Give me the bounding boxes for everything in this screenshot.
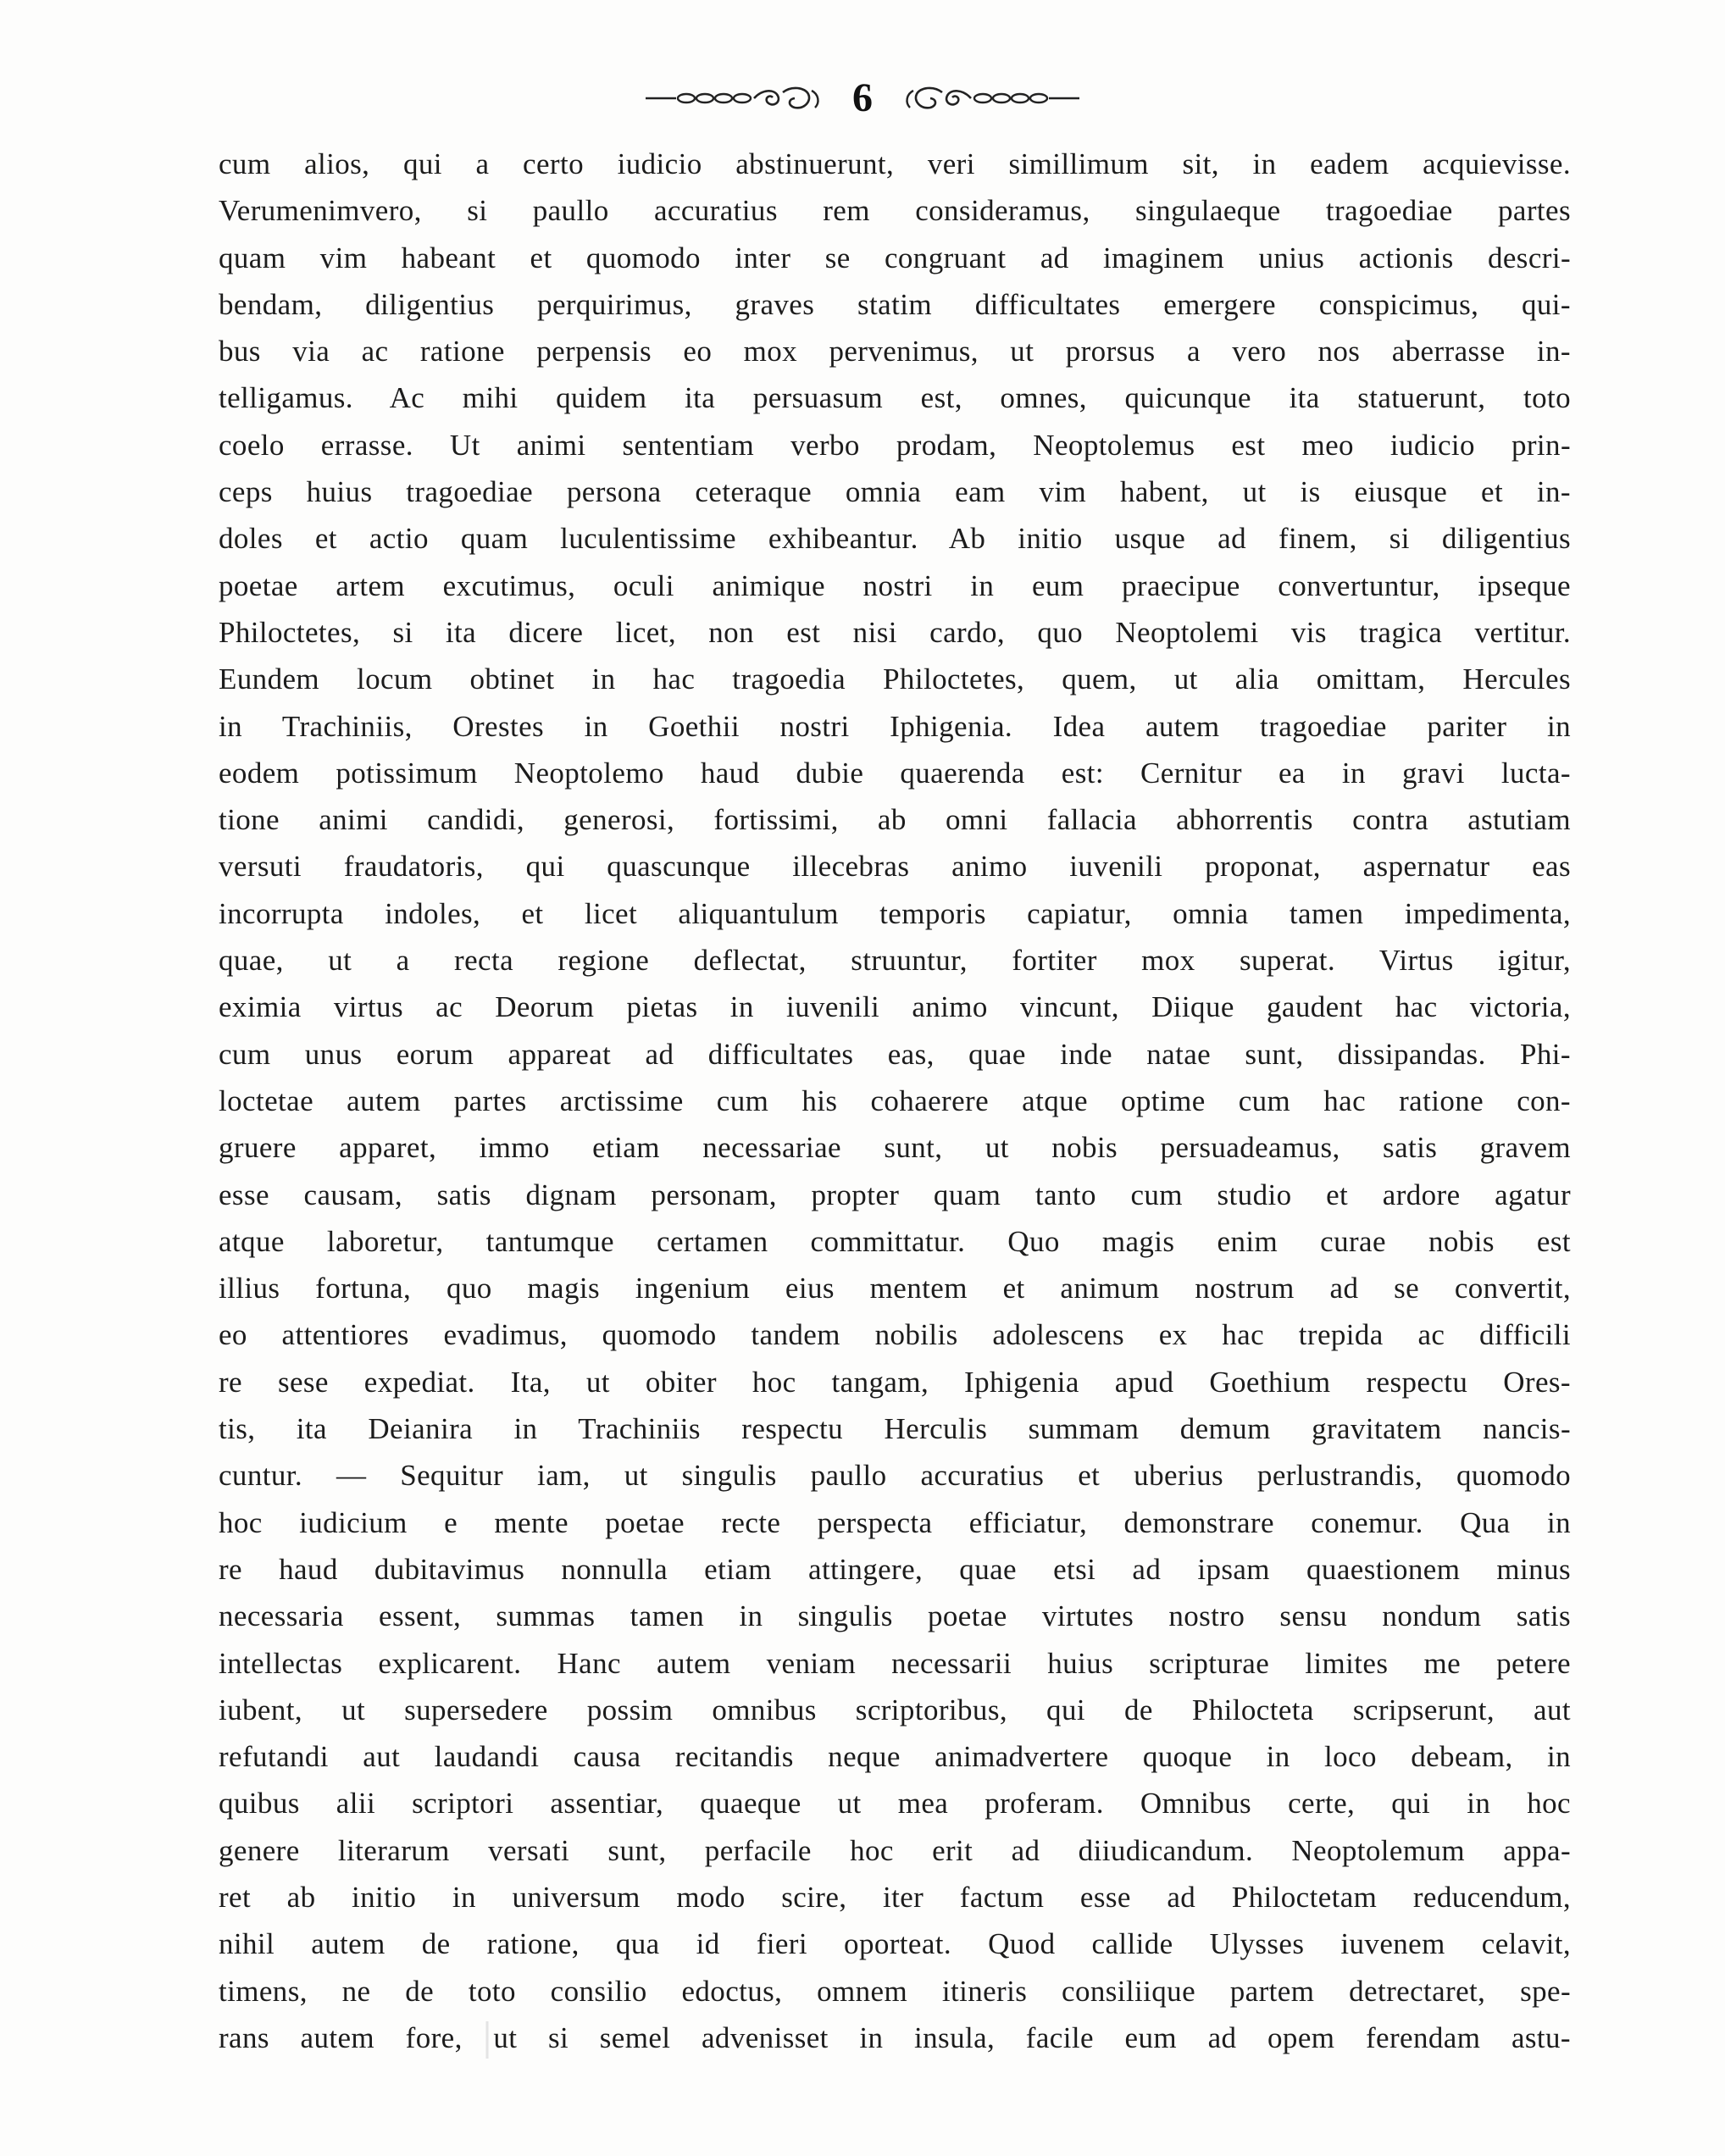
text-line: refutandi aut laudandi causa recitandis neque animadvertere quoque in loco debeam, in bbox=[219, 1740, 1571, 1774]
text-line: in Trachiniis, Orestes in Goethii nostri Iphigenia. Idea autem tragoediae pariter in bbox=[219, 709, 1571, 743]
left-flourish-ornament bbox=[642, 84, 829, 113]
text-line: Eundem locum obtinet in hac tragoedia Philoctetes, quem, ut alia omittam, Hercules bbox=[219, 662, 1571, 696]
text-line: telligamus. Ac mihi quidem ita persuasum est, omnes, quicunque ita statuerunt, toto bbox=[219, 381, 1571, 415]
text-line: cuntur. — Sequitur iam, ut singulis paullo accuratius et uberius perlustrandis, quomodo bbox=[219, 1459, 1571, 1493]
right-flourish-ornament bbox=[896, 84, 1083, 113]
text-line: eximia virtus ac Deorum pietas in iuvenili animo vincunt, Diique gaudent hac victoria, bbox=[219, 990, 1571, 1024]
text-line: eo attentiores evadimus, quomodo tandem nobilis adolescens ex hac trepida ac difficili bbox=[219, 1318, 1571, 1352]
text-line: re haud dubitavimus nonnulla etiam attingere, quae etsi ad ipsam quaestionem minus bbox=[219, 1552, 1571, 1586]
text-line: necessaria essent, summas tamen in singulis poetae virtutes nostro sensu nondum satis bbox=[219, 1599, 1571, 1633]
text-line: intellectas explicarent. Hanc autem veniam necessarii huius scripturae limites me petere bbox=[219, 1646, 1571, 1680]
text-line: tis, ita Deianira in Trachiniis respectu Herculis summam demum gravitatem nancis- bbox=[219, 1412, 1571, 1446]
text-line: cum unus eorum appareat ad difficultates eas, quae inde natae sunt, dissipandas. Phi- bbox=[219, 1037, 1571, 1071]
text-line: ceps huius tragoediae persona ceteraque omnia eam vim habent, ut is eiusque et in- bbox=[219, 475, 1571, 509]
text-line: cum alios, qui a certo iudicio abstinuerunt, veri simillimum sit, in eadem acquievisse. bbox=[219, 147, 1571, 180]
text-line: Philoctetes, si ita dicere licet, non est nisi cardo, quo Neoptolemi vis tragica vertitur. bbox=[219, 615, 1571, 649]
text-line: eodem potissimum Neoptolemo haud dubie quaerenda est: Cernitur ea in gravi lucta- bbox=[219, 756, 1571, 790]
text-line: timens, ne de toto consilio edoctus, omnem itineris consiliique partem detrectaret, spe- bbox=[219, 1974, 1571, 2008]
text-line: iubent, ut supersedere possim omnibus scriptoribus, qui de Philocteta scripserunt, aut bbox=[219, 1693, 1571, 1726]
text-line: doles et actio quam luculentissime exhibeantur. Ab initio usque ad finem, si diligentius bbox=[219, 522, 1571, 556]
show-through-mark bbox=[470, 2016, 504, 2067]
text-line: tione animi candidi, generosi, fortissimi, ab omni fallacia abhorrentis contra astutiam bbox=[219, 803, 1571, 837]
text-line: gruere apparet, immo etiam necessariae sunt, ut nobis persuadeamus, satis gravem bbox=[219, 1131, 1571, 1165]
text-line: coelo errasse. Ut animi sententiam verbo prodam, Neoptolemus est meo iudicio prin- bbox=[219, 428, 1571, 462]
text-line: esse causam, satis dignam personam, propter quam tanto cum studio et ardore agatur bbox=[219, 1178, 1571, 1211]
text-line: atque laboretur, tantumque certamen committatur. Quo magis enim curae nobis est bbox=[219, 1224, 1571, 1258]
running-head bbox=[0, 73, 1725, 124]
text-line: quae, ut a recta regione deflectat, struuntur, fortiter mox superat. Virtus igitur, bbox=[219, 944, 1571, 978]
text-line: bus via ac ratione perpensis eo mox pervenimus, ut prorsus a vero nos aberrasse in- bbox=[219, 335, 1571, 369]
page-number: 6 bbox=[852, 75, 873, 120]
text-line: versuti fraudatoris, qui quascunque illecebras animo iuvenili proponat, aspernatur eas bbox=[219, 850, 1571, 884]
text-line: re sese expediat. Ita, ut obiter hoc tangam, Iphigenia apud Goethium respectu Ores- bbox=[219, 1365, 1571, 1399]
text-line: incorrupta indoles, et licet aliquantulum temporis capiatur, omnia tamen impedimenta, bbox=[219, 896, 1571, 930]
text-line: quam vim habeant et quomodo inter se congruant ad imaginem unius actionis descri- bbox=[219, 241, 1571, 274]
text-line: genere literarum versati sunt, perfacile hoc erit ad diiudicandum. Neoptolemum appa- bbox=[219, 1833, 1571, 1867]
body-text bbox=[219, 141, 1571, 2061]
text-line: bendam, diligentius perquirimus, graves statim difficultates emergere conspicimus, qui- bbox=[219, 287, 1571, 321]
text-line: nihil autem de ratione, qua id fieri oporteat. Quod callide Ulysses iuvenem celavit, bbox=[219, 1927, 1571, 1961]
text-line: poetae artem excutimus, oculi animique nostri in eum praecipue convertuntur, ipseque bbox=[219, 568, 1571, 602]
text-line: Verumenimvero, si paullo accuratius rem consideramus, singulaeque tragoediae partes bbox=[219, 194, 1571, 228]
text-line: rans autem fore, ut si semel advenisset in insula, facile eum ad opem ferendam astu- bbox=[219, 2020, 1571, 2054]
text-line: loctetae autem partes arctissime cum his cohaerere atque optime cum hac ratione con- bbox=[219, 1084, 1571, 1117]
text-line: illius fortuna, quo magis ingenium eius mentem et animum nostrum ad se convertit, bbox=[219, 1272, 1571, 1305]
text-line: ret ab initio in universum modo scire, iter factum esse ad Philoctetam reducendum, bbox=[219, 1880, 1571, 1914]
text-line: quibus alii scriptori assentiar, quaeque ut mea proferam. Omnibus certe, qui in hoc bbox=[219, 1787, 1571, 1821]
text-line: hoc iudicium e mente poetae recte perspecta efficiatur, demonstrare conemur. Qua in bbox=[219, 1505, 1571, 1539]
